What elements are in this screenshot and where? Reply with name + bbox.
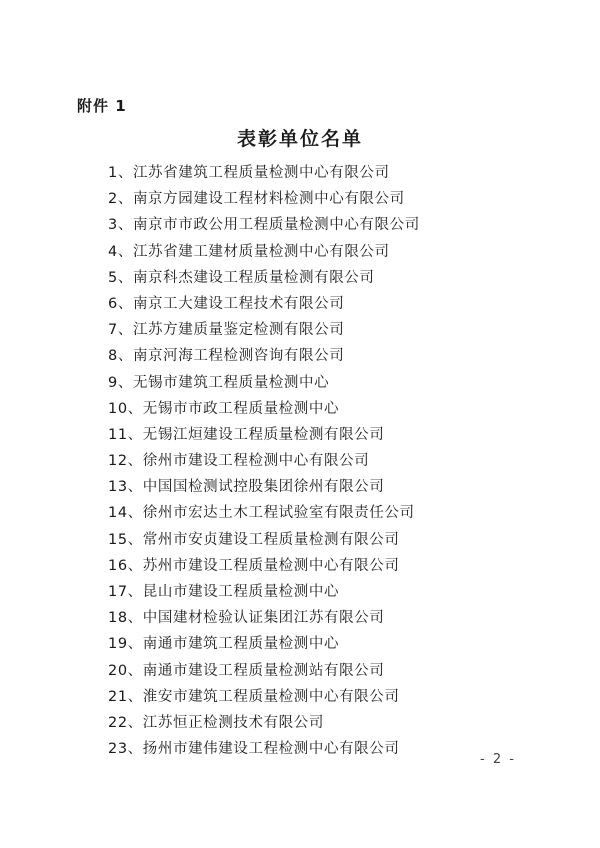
list-item-number: 11、 (108, 426, 143, 443)
list-item-number: 13、 (108, 479, 143, 496)
list-item-name: 淮安市建筑工程质量检测中心有限公司 (142, 688, 400, 705)
list-item (108, 500, 420, 526)
list-item (108, 736, 420, 762)
list-item-number: 1、 (108, 165, 133, 181)
list-item (108, 370, 420, 396)
list-item (108, 396, 420, 422)
list-item (108, 212, 420, 238)
list-item-number: 15、 (108, 531, 143, 548)
list-item-name: 江苏省建工建材质量检测中心有限公司 (132, 243, 390, 260)
list-item (108, 658, 420, 684)
list-item (108, 553, 420, 579)
list-item-name: 中国国检测试控股集团徐州有限公司 (142, 479, 385, 496)
list-item-number: 16、 (108, 557, 143, 574)
list-item (108, 527, 420, 553)
list-item-number: 21、 (108, 688, 143, 705)
list-item-number: 18、 (108, 610, 143, 627)
list-item-number: 2、 (108, 191, 133, 208)
list-item (108, 448, 420, 474)
list-item-number: 4、 (108, 243, 133, 260)
list-item-number: 9、 (108, 374, 133, 391)
list-item-number: 22、 (108, 714, 143, 731)
list-item-name: 徐州市建设工程检测中心有限公司 (142, 453, 370, 470)
list-item-name: 南京河海工程检测咨询有限公司 (132, 348, 345, 365)
list-item-number: 23、 (108, 741, 143, 758)
list-item-name: 江苏省建筑工程质量检测中心有限公司 (132, 165, 390, 181)
list-item (108, 239, 420, 265)
list-item-number: 8、 (108, 348, 133, 365)
list-item (108, 631, 420, 657)
list-item (108, 605, 420, 631)
list-item-name: 昆山市建设工程质量检测中心 (142, 584, 340, 600)
list-item-name: 苏州市建设工程质量检测中心有限公司 (142, 557, 400, 574)
page-number: - 2 - (480, 752, 516, 767)
list-item-name: 无锡市建筑工程质量检测中心 (132, 374, 330, 391)
list-item-name: 江苏恒正检测技术有限公司 (142, 714, 324, 731)
list-item-number: 19、 (108, 636, 143, 653)
attachment-label: 附件 1 (77, 97, 127, 115)
list-item-name: 南京方园建设工程材料检测中心有限公司 (132, 191, 405, 208)
list-item (108, 684, 420, 710)
list-item-number: 12、 (108, 453, 143, 470)
list-item-name: 常州市安贞建设工程质量检测有限公司 (142, 531, 400, 548)
list-item-name: 江苏方建质量鉴定检测有限公司 (132, 322, 345, 339)
list-item (108, 291, 420, 317)
list-item-name: 中国建材检验认证集团江苏有限公司 (142, 610, 385, 627)
list-item (108, 265, 420, 291)
list-item-name: 南通市建设工程质量检测站有限公司 (142, 662, 385, 679)
list-item-name: 南京科杰建设工程质量检测有限公司 (132, 269, 375, 286)
list-item (108, 474, 420, 500)
list-item-name: 无锡江烜建设工程质量检测有限公司 (142, 426, 385, 443)
page-title: 表彰单位名单 (236, 128, 363, 150)
list-item (108, 422, 420, 448)
list-item-name: 南京市市政公用工程质量检测中心有限公司 (132, 217, 420, 234)
list-item-number: 7、 (108, 322, 133, 339)
list-item-number: 17、 (108, 584, 143, 600)
list-item-number: 14、 (108, 505, 143, 522)
list-item-number: 20、 (108, 662, 143, 679)
list-item-name: 无锡市市政工程质量检测中心 (142, 400, 340, 417)
list-item-number: 6、 (108, 295, 133, 312)
list-item (108, 160, 420, 186)
list-item-name: 扬州市建伟建设工程检测中心有限公司 (142, 741, 400, 758)
list-item (108, 317, 420, 343)
list-item-name: 南京工大建设工程技术有限公司 (132, 295, 345, 312)
list-item (108, 579, 420, 605)
list-item-name: 徐州市宏达土木工程试验室有限责任公司 (142, 505, 415, 522)
list-item (108, 710, 420, 736)
list-item-number: 5、 (108, 269, 133, 286)
list-item-name: 南通市建筑工程质量检测中心 (142, 636, 340, 653)
list-item (108, 343, 420, 369)
unit-list (108, 160, 420, 762)
list-item (108, 186, 420, 212)
list-item-number: 3、 (108, 217, 133, 234)
list-item-number: 10、 (108, 400, 143, 417)
